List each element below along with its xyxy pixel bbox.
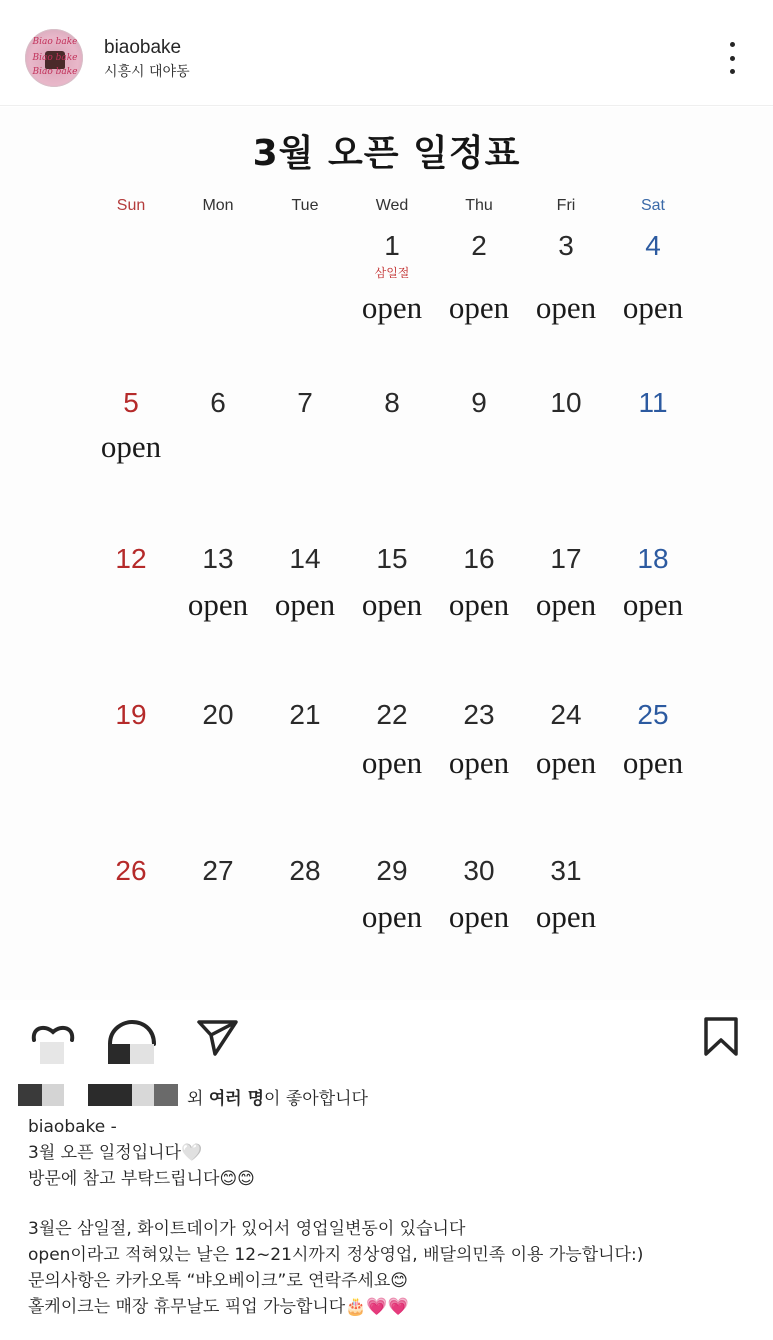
redacted-avatar [18,1084,42,1106]
username[interactable]: biaobake [104,37,182,58]
calendar-day: 31 [550,855,582,886]
calendar-day: 10 [550,387,582,418]
share-icon[interactable] [196,1018,240,1058]
save-icon[interactable] [703,1016,739,1058]
open-label: open [448,745,510,780]
calendar-day: 1 [384,230,400,261]
caption-author[interactable]: biaobake - [28,1117,117,1137]
calendar-day: 23 [463,699,495,730]
open-label: open [448,290,510,325]
weekday-label: Mon [202,197,234,214]
open-label: open [622,290,684,325]
calendar-day: 16 [463,543,495,574]
likes-suffix: 외 [187,1089,204,1109]
avatar[interactable] [25,29,83,87]
weekday-label: Fri [556,197,576,214]
location[interactable]: 시흥시 대야동 [104,64,190,80]
calendar-day: 7 [297,387,313,418]
comment-icon[interactable] [104,1018,160,1068]
open-label: open [535,587,597,622]
calendar-day: 28 [289,855,321,886]
caption-line: open이라고 적혀있는 날은 12~21시까지 정상영업, 배달의민족 이용 가능합니다:) [28,1245,644,1265]
open-label: open [535,290,597,325]
caption [28,1114,758,1320]
weekday-label: Thu [465,197,493,214]
calendar-day: 9 [471,387,487,418]
caption-line: 3월 오픈 일정입니다🤍 [28,1143,203,1163]
calendar-day: 2 [471,230,487,261]
calendar-day: 8 [384,387,400,418]
caption-line: 홀케이크는 매장 휴무날도 픽업 가능합니다🎂💗💗 [28,1297,409,1317]
likes-rest: 이 좋아합니다 [264,1089,368,1109]
calendar-day: 30 [463,855,495,886]
open-label: open [361,899,423,934]
calendar-title: 3월 오픈 일정표 [252,133,521,174]
calendar-day: 27 [202,855,234,886]
post-header [0,0,773,106]
likes-row[interactable] [0,1080,773,1108]
likes-text[interactable] [187,1084,368,1109]
open-label: open [274,587,336,622]
open-label: open [361,745,423,780]
calendar-day: 17 [550,543,582,574]
calendar-day: 5 [123,387,139,418]
like-icon[interactable] [28,1020,78,1068]
calendar-day: 20 [202,699,234,730]
more-options-icon[interactable] [721,42,743,74]
weekday-label: Tue [291,197,319,214]
calendar-day: 14 [289,543,321,574]
calendar-day: 11 [638,387,668,418]
calendar-day: 18 [637,543,669,574]
calendar-day: 26 [115,855,147,886]
calendar-day: 12 [115,543,147,574]
calendar-day: 29 [376,855,408,886]
avatar-logo-text: Biao bake [32,53,78,63]
open-label: open [361,290,423,325]
caption-line: 문의사항은 카카오톡 “뱌오베이크”로 연락주세요😊 [28,1271,408,1291]
weekday-label: Sun [116,197,146,214]
likes-count[interactable]: 여러 명 [208,1089,265,1109]
calendar-day: 22 [376,699,408,730]
calendar-day: 13 [202,543,234,574]
calendar-day: 21 [289,699,321,730]
open-label: open [187,587,249,622]
action-bar [0,1000,773,1072]
calendar-day: 4 [645,230,661,261]
open-label: open [535,745,597,780]
redacted-username [88,1084,132,1106]
caption-line [28,1192,758,1216]
open-label: open [622,745,684,780]
redacted-avatar [42,1084,64,1106]
calendar-day: 15 [376,543,408,574]
weekday-label: Sat [640,197,665,214]
calendar-day: 6 [210,387,226,418]
open-label: open [448,587,510,622]
holiday-label: 삼일절 [374,266,410,280]
caption-line: 방문에 참고 부탁드립니다😊😊 [28,1169,255,1189]
calendar-day: 24 [550,699,582,730]
caption-line: 3월은 삼일절, 화이트데이가 있어서 영업일변동이 있습니다 [28,1219,466,1239]
open-label: open [535,899,597,934]
open-label: open [622,587,684,622]
open-label: open [361,587,423,622]
calendar-day: 3 [558,230,574,261]
avatar-logo-text: Biao bake [32,37,78,47]
redacted-username [154,1084,178,1106]
weekday-label: Wed [375,197,409,214]
open-label: open [100,429,162,464]
redacted-username [132,1084,154,1106]
open-label: open [448,899,510,934]
calendar-day: 19 [115,699,147,730]
post-image[interactable] [0,107,773,1000]
avatar-logo-text: Biao bake [32,67,78,77]
calendar-day: 25 [637,699,669,730]
